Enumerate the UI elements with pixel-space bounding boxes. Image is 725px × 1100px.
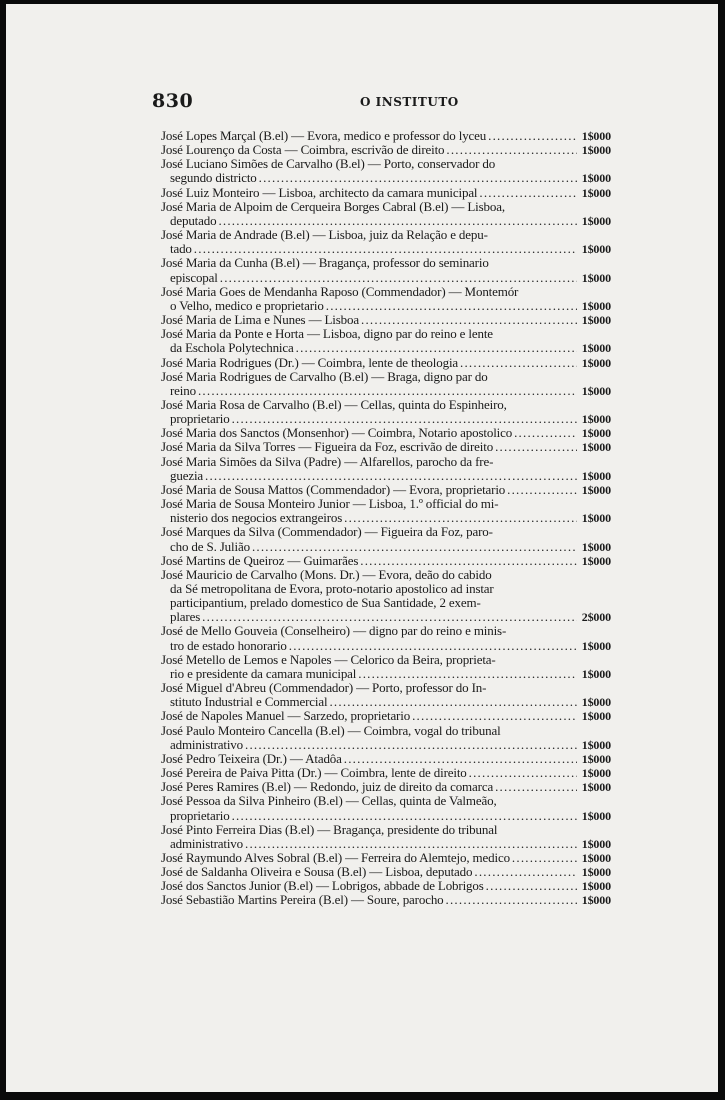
list-item: [161, 327, 611, 355]
dot-leader: [205, 469, 577, 483]
entry-line: [161, 440, 611, 454]
entry-text: rio e presidente da camara municipal: [170, 665, 357, 681]
dot-leader: [232, 412, 577, 426]
list-item: [161, 129, 611, 143]
entry-price: 1$000: [581, 383, 611, 398]
dot-leader: [479, 186, 577, 200]
entry-line: [161, 299, 611, 313]
entry-line: [161, 766, 611, 780]
entry-text: José Maria de Lima e Nunes — Lisboa: [161, 312, 360, 328]
entry-line: [161, 681, 611, 695]
dot-leader: [469, 766, 577, 780]
list-item: [161, 823, 611, 851]
list-item: [161, 681, 611, 709]
entry-price: 1$000: [581, 893, 611, 908]
entry-price: 1$000: [581, 751, 611, 766]
entry-line: [161, 370, 611, 384]
entry-text: José dos Sanctos Junior (B.el) — Lobrigos, abbade de Lobrigos: [161, 878, 484, 894]
entry-text: José Maria dos Sanctos (Monsenhor) — Coimbra, Notario apostolico: [161, 425, 513, 441]
list-item: [161, 766, 611, 780]
entry-line: [161, 865, 611, 879]
dot-leader: [507, 483, 577, 497]
entry-line: [161, 242, 611, 256]
entry-price: 2$000: [581, 610, 611, 625]
list-item: [161, 356, 611, 370]
dot-leader: [412, 709, 577, 723]
entry-price: 1$000: [581, 313, 611, 328]
entry-text: José Maria de Sousa Monteiro Junior — Lisboa, 1.º official do mi-: [161, 496, 499, 512]
entry-text: José Miguel d'Abreu (Commendador) — Porto, professor do In-: [161, 680, 487, 696]
entry-text: José Pedro Teixeira (Dr.) — Atadôa: [161, 750, 342, 766]
dot-leader: [344, 752, 577, 766]
dot-leader: [245, 738, 577, 752]
entry-price: 1$000: [581, 553, 611, 568]
entry-line: [161, 639, 611, 653]
entry-price: 1$000: [581, 511, 611, 526]
list-item: [161, 752, 611, 766]
list-item: [161, 313, 611, 327]
entry-line: [161, 667, 611, 681]
entry-text: José Maria Goes de Mendanha Raposo (Commendador) — Montemór: [161, 283, 519, 299]
dot-leader: [514, 426, 577, 440]
dot-leader: [446, 143, 577, 157]
list-item: [161, 893, 611, 907]
entry-text: José Maria da Ponte e Horta — Lisboa, digno par do reino e lente: [161, 326, 493, 342]
entry-text: proprietario: [170, 807, 230, 823]
entry-text: José Lourenço da Costa — Coimbra, escrivão de direito: [161, 142, 445, 158]
entry-line: [161, 596, 611, 610]
entry-line: [161, 837, 611, 851]
entry-line: [161, 582, 611, 596]
entry-text: o Velho, medico e proprietario: [170, 297, 324, 313]
dot-leader: [289, 639, 577, 653]
entry-text: cho de S. Julião: [170, 538, 250, 554]
entry-text: reino: [170, 382, 196, 398]
page-number: 830: [152, 90, 194, 112]
dot-leader: [474, 865, 577, 879]
entry-text: José Sebastião Martins Pereira (B.el) — Soure, parocho: [161, 892, 444, 908]
list-item: [161, 709, 611, 723]
entry-line: [161, 200, 611, 214]
list-item: [161, 143, 611, 157]
entry-text: tado: [170, 241, 192, 257]
entry-price: 1$000: [581, 780, 611, 795]
entry-price: 1$000: [581, 341, 611, 356]
dot-leader: [329, 695, 577, 709]
entry-text: José Pinto Ferreira Dias (B.el) — Bragança, presidente do tribunal: [161, 821, 498, 837]
entry-text: José Luiz Monteiro — Lisboa, architecto da camara municipal: [161, 184, 478, 200]
entry-text: José Maria Rodrigues (Dr.) — Coimbra, lente de theologia: [161, 354, 459, 370]
entry-line: [161, 893, 611, 907]
entry-price: 1$000: [581, 638, 611, 653]
dot-leader: [194, 242, 577, 256]
entry-line: [161, 695, 611, 709]
entry-price: 1$000: [581, 242, 611, 257]
entry-text: deputado: [170, 212, 217, 228]
entry-price: 1$000: [581, 766, 611, 781]
entry-text: José Paulo Monteiro Cancella (B.el) — Coimbra, vogal do tribunal: [161, 722, 501, 738]
entry-line: [161, 214, 611, 228]
dot-leader: [245, 837, 577, 851]
dot-leader: [361, 313, 577, 327]
entry-text: José Raymundo Alves Sobral (B.el) — Ferreira do Alemtejo, medico: [161, 849, 510, 865]
entry-line: [161, 568, 611, 582]
entry-text: administrativo: [170, 736, 243, 752]
entry-price: 1$000: [581, 709, 611, 724]
entry-line: [161, 540, 611, 554]
list-item: [161, 186, 611, 200]
dot-leader: [358, 667, 577, 681]
entry-text: José Pessoa da Silva Pinheiro (B.el) — Cellas, quinta de Valmeão,: [161, 793, 497, 809]
entry-line: [161, 653, 611, 667]
dot-leader: [460, 356, 577, 370]
dot-leader: [488, 129, 577, 143]
entry-line: [161, 780, 611, 794]
entry-line: [161, 525, 611, 539]
entry-price: 1$000: [581, 482, 611, 497]
list-item: [161, 865, 611, 879]
entry-text: stituto Industrial e Commercial: [170, 694, 328, 710]
entry-text: José Maria de Andrade (B.el) — Lisboa, juiz da Relação e depu-: [161, 227, 488, 243]
entry-line: [161, 483, 611, 497]
dot-leader: [486, 879, 577, 893]
entry-price: 1$000: [581, 539, 611, 554]
dot-leader: [446, 893, 577, 907]
list-item: [161, 256, 611, 284]
entry-line: [161, 624, 611, 638]
entry-price: 1$000: [581, 808, 611, 823]
entry-price: 1$000: [581, 737, 611, 752]
entry-text: nisterio dos negocios extrangeiros: [170, 510, 343, 526]
list-item: [161, 497, 611, 525]
entry-text: José Maria de Alpoim de Cerqueira Borges Cabral (B.el) — Lisboa,: [161, 198, 505, 214]
entry-line: [161, 851, 611, 865]
entry-text: segundo districto: [170, 170, 257, 186]
entry-line: [161, 285, 611, 299]
entry-price: 1$000: [581, 426, 611, 441]
entry-price: 1$000: [581, 213, 611, 228]
entry-line: [161, 327, 611, 341]
entry-text: José Maria Simões da Silva (Padre) — Alfarellos, parocho da fre-: [161, 453, 494, 469]
entry-text: José Lopes Marçal (B.el) — Evora, medico e professor do lyceu: [161, 128, 487, 143]
entry-line: [161, 228, 611, 242]
list-item: [161, 879, 611, 893]
entry-line: [161, 455, 611, 469]
entry-text: da Sé metropolitana de Evora, proto-notario apostolico ad instar: [170, 581, 494, 596]
entry-price: 1$000: [581, 865, 611, 880]
entry-text: guezia: [170, 467, 204, 483]
list-item: [161, 794, 611, 822]
list-item: [161, 568, 611, 625]
entry-line: [161, 469, 611, 483]
list-item: [161, 426, 611, 440]
entry-text: José de Napoles Manuel — Sarzedo, proprietario: [161, 708, 411, 724]
entry-price: 1$000: [581, 468, 611, 483]
entry-line: [161, 724, 611, 738]
list-item: [161, 398, 611, 426]
entry-text: José Maria da Cunha (B.el) — Bragança, professor do seminario: [161, 255, 489, 271]
entry-price: 1$000: [581, 412, 611, 427]
entry-price: 1$000: [581, 666, 611, 681]
entry-price: 1$000: [581, 143, 611, 158]
dot-leader: [296, 341, 577, 355]
list-item: [161, 653, 611, 681]
dot-leader: [218, 214, 577, 228]
entry-price: 1$000: [581, 298, 611, 313]
entry-text: administrativo: [170, 835, 243, 851]
entry-price: 1$000: [581, 185, 611, 200]
entry-line: [161, 426, 611, 440]
dot-leader: [232, 809, 577, 823]
entry-text: tro de estado honorario: [170, 637, 287, 653]
dot-leader: [252, 540, 577, 554]
entry-text: José Luciano Simões de Carvalho (B.el) — Porto, conservador do: [161, 156, 496, 172]
dot-leader: [495, 440, 577, 454]
list-item: [161, 157, 611, 185]
entry-price: 1$000: [581, 879, 611, 894]
entry-text: participantium, prelado domestico de Sua Santidade, 2 exem-: [170, 595, 481, 611]
entry-text: da Eschola Polytechnica: [170, 340, 294, 356]
entry-line: [161, 398, 611, 412]
entry-line: [161, 511, 611, 525]
entry-text: episcopal: [170, 269, 218, 285]
page-header: [152, 90, 592, 112]
list-item: [161, 228, 611, 256]
dot-leader: [512, 851, 577, 865]
entry-text: proprietario: [170, 411, 230, 427]
entry-text: José Martins de Queiroz — Guimarães: [161, 552, 359, 568]
list-item: [161, 440, 611, 454]
entry-price: 1$000: [581, 171, 611, 186]
entry-line: [161, 186, 611, 200]
entry-text: José de Saldanha Oliveira e Sousa (B.el) — Lisboa, deputado: [161, 864, 473, 880]
dot-leader: [259, 171, 577, 185]
entry-text: José Marques da Silva (Commendador) — Figueira da Foz, paro-: [161, 524, 493, 540]
entry-line: [161, 752, 611, 766]
entry-line: [161, 412, 611, 426]
entry-text: José Maria da Silva Torres — Figueira da Foz, escrivão de direito: [161, 439, 494, 455]
list-item: [161, 370, 611, 398]
list-item: [161, 455, 611, 483]
dot-leader: [326, 299, 577, 313]
entry-line: [161, 497, 611, 511]
entry-price: 1$000: [581, 355, 611, 370]
entry-text: José Pereira de Paiva Pitta (Dr.) — Coimbra, lente de direito: [161, 765, 467, 781]
entry-text: plares: [170, 609, 201, 625]
list-item: [161, 525, 611, 553]
entry-text: José Metello de Lemos e Napoles — Celorico da Beira, proprieta-: [161, 651, 496, 667]
list-item: [161, 200, 611, 228]
running-title: O INSTITUTO: [360, 95, 459, 109]
entry-text: José Maria Rosa de Carvalho (B.el) — Cellas, quinta do Espinheiro,: [161, 396, 507, 412]
entry-text: José Peres Ramires (B.el) — Redondo, juiz de direito da comarca: [161, 779, 494, 795]
entry-text: José Maria de Sousa Mattos (Commendador) — Evora, proprietario: [161, 481, 506, 497]
entry-line: [161, 738, 611, 752]
dot-leader: [198, 384, 577, 398]
list-item: [161, 724, 611, 752]
subscriber-list: [161, 129, 611, 908]
dot-leader: [202, 610, 577, 624]
entry-price: 1$000: [581, 836, 611, 851]
entry-line: [161, 384, 611, 398]
entry-line: [161, 313, 611, 327]
list-item: [161, 780, 611, 794]
entry-line: [161, 143, 611, 157]
entry-line: [161, 256, 611, 270]
entry-text: José de Mello Gouveia (Conselheiro) — digno par do reino e minis-: [161, 623, 507, 639]
entry-line: [161, 271, 611, 285]
dot-leader: [220, 271, 577, 285]
entry-line: [161, 809, 611, 823]
entry-price: 1$000: [581, 270, 611, 285]
entry-line: [161, 823, 611, 837]
entry-price: 1$000: [581, 440, 611, 455]
entry-line: [161, 341, 611, 355]
entry-price: 1$000: [581, 850, 611, 865]
entry-line: [161, 554, 611, 568]
entry-line: [161, 157, 611, 171]
list-item: [161, 851, 611, 865]
entry-line: [161, 610, 611, 624]
entry-line: [161, 171, 611, 185]
entry-line: [161, 356, 611, 370]
entry-price: 1$000: [581, 129, 611, 143]
entry-line: [161, 709, 611, 723]
entry-text: José Mauricio de Carvalho (Mons. Dr.) — Evora, deão do cabido: [161, 566, 492, 582]
dot-leader: [495, 780, 577, 794]
entry-line: [161, 129, 611, 143]
list-item: [161, 624, 611, 652]
list-item: [161, 285, 611, 313]
entry-line: [161, 879, 611, 893]
dot-leader: [360, 554, 577, 568]
list-item: [161, 483, 611, 497]
dot-leader: [344, 511, 577, 525]
entry-line: [161, 794, 611, 808]
book-page: [6, 4, 718, 1092]
list-item: [161, 554, 611, 568]
entry-text: José Maria Rodrigues de Carvalho (B.el) — Braga, digno par do: [161, 368, 488, 384]
entry-price: 1$000: [581, 695, 611, 710]
